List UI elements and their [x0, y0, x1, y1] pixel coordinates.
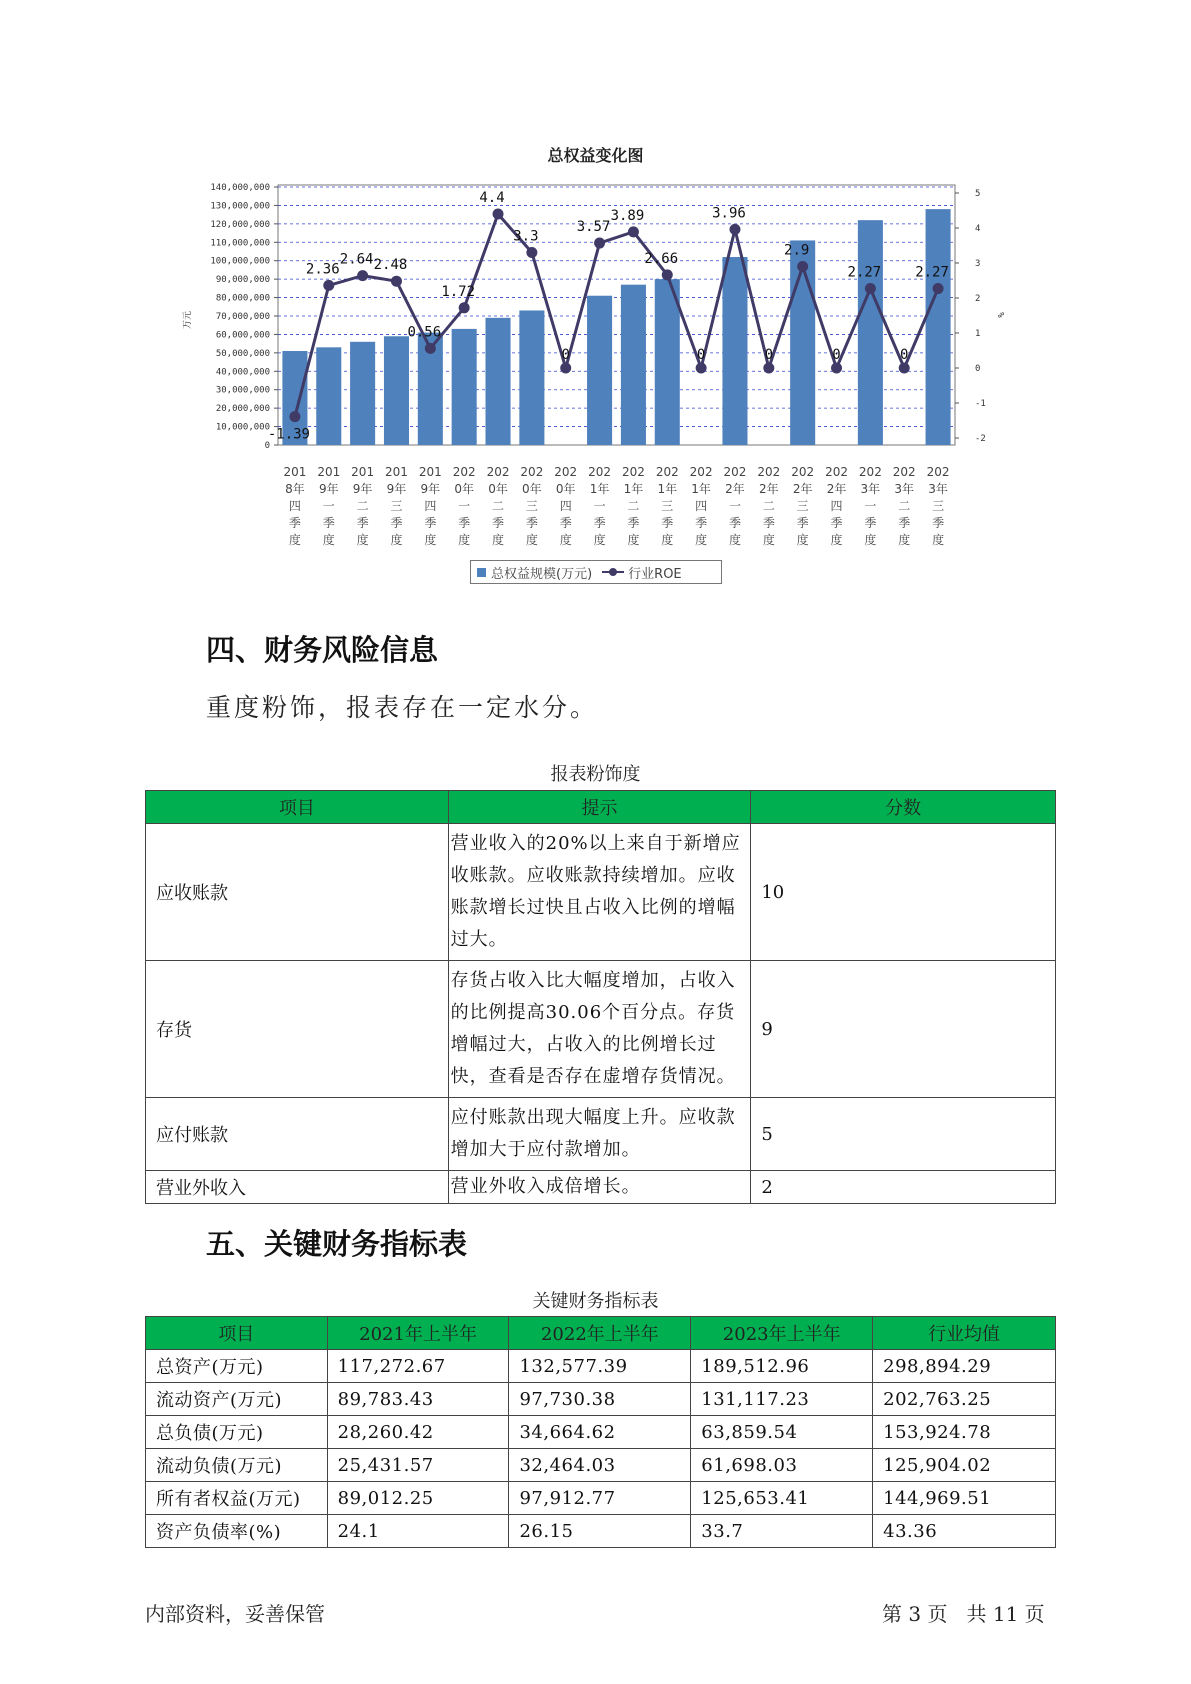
roe-point: [289, 411, 300, 422]
y-tick-label-right: 0: [975, 364, 981, 374]
x-tick-label: 202: [520, 465, 544, 479]
legend-line-swatch: [602, 571, 624, 573]
legend-bar-label: 总权益规模(万元): [491, 566, 593, 582]
roe-point: [560, 363, 571, 374]
y-tick-label: 70,000,000: [215, 312, 270, 322]
y-tick-label: 120,000,000: [210, 219, 270, 230]
y-tick-label: 100,000,000: [210, 256, 270, 267]
kpi-value: 63,859.54: [691, 1416, 873, 1449]
x-tick-label: 3年: [894, 482, 915, 496]
risk-item: 存货: [146, 961, 449, 1098]
legend-line-label: 行业ROE: [628, 566, 682, 582]
x-tick-label: 8年: [285, 482, 305, 496]
x-tick-label: 季: [796, 516, 809, 530]
y-tick-label: 140,000,000: [210, 183, 270, 193]
x-tick-label: 度: [525, 533, 538, 547]
x-tick-label: 季: [627, 516, 640, 530]
y-tick-label: 130,000,000: [210, 201, 270, 212]
x-tick-label: 0年: [488, 482, 508, 496]
roe-point: [696, 363, 707, 374]
kpi-value: 132,577.39: [509, 1350, 691, 1383]
equity-chart: [0, 0, 1191, 600]
x-tick-label: 度: [661, 533, 674, 547]
kpi-value: 28,260.42: [327, 1416, 509, 1449]
x-tick-label: 二: [898, 499, 911, 513]
col-header-item: 项目: [146, 1317, 328, 1350]
x-tick-label: 度: [898, 533, 911, 547]
bar: [452, 329, 477, 445]
x-tick-label: 三: [932, 499, 945, 513]
kpi-value: 144,969.51: [873, 1482, 1056, 1515]
risk-item: 应付账款: [146, 1098, 449, 1171]
x-tick-label: 202: [723, 465, 747, 479]
x-tick-label: 9年: [318, 482, 339, 496]
roe-point: [323, 280, 334, 291]
x-tick-label: 季: [932, 516, 945, 530]
x-tick-label: 季: [661, 516, 674, 530]
bar: [858, 220, 883, 445]
roe-point: [459, 302, 470, 313]
x-tick-label: 季: [458, 516, 471, 530]
x-tick-label: 三: [661, 499, 674, 513]
risk-summary: 重度粉饰，报表存在一定水分。: [206, 693, 599, 722]
kpi-value: 125,904.02: [873, 1449, 1056, 1482]
x-tick-label: 度: [830, 533, 843, 547]
risk-item: 营业外收入: [146, 1171, 449, 1204]
x-tick-label: 0年: [522, 482, 542, 496]
roe-data-label: 2.27: [847, 264, 882, 281]
x-tick-label: 度: [627, 533, 640, 547]
kpi-label: 资产负债率(%): [146, 1515, 328, 1548]
section4-heading: 四、财务风险信息: [206, 633, 439, 667]
col-header-2021h1: 2021年上半年: [327, 1317, 509, 1350]
kpi-value: 202,763.25: [873, 1383, 1056, 1416]
roe-point: [493, 209, 504, 220]
risk-hint: 营业收入的20%以上来自于新增应收账款。应收账款持续增加。应收账款增长过快且占收入比例的增幅过大。: [448, 824, 751, 961]
risk-hint: 存货占收入比大幅度增加，占收入的比例提高30.06个百分点。存货增幅过大，占收入的比例增长过快，查看是否存在虚增存货情况。: [448, 961, 751, 1098]
table-row: [146, 1449, 1056, 1482]
risk-score: 10: [751, 824, 1056, 961]
roe-data-label: 3.96: [712, 205, 746, 222]
table-row: [146, 1098, 1056, 1171]
kpi-value: 26.15: [509, 1515, 691, 1548]
x-tick-label: 201: [418, 465, 442, 479]
bar: [621, 285, 646, 445]
roe-data-label: 2.66: [644, 250, 679, 267]
x-tick-label: 3年: [860, 482, 881, 496]
x-tick-label: 二: [492, 499, 505, 513]
roe-data-label: 0: [764, 347, 774, 363]
x-tick-label: 202: [825, 465, 848, 479]
roe-point: [899, 363, 910, 374]
y-tick-label-right: -1: [975, 399, 986, 409]
y-tick-label-right: 3: [975, 259, 981, 269]
table-row: [146, 1515, 1056, 1548]
bar: [486, 318, 511, 445]
kpi-table: [145, 1316, 1056, 1548]
x-tick-label: 度: [728, 533, 741, 547]
x-tick-label: 1年: [657, 482, 678, 496]
kpi-value: 298,894.29: [873, 1350, 1056, 1383]
kpi-value: 117,272.67: [327, 1350, 509, 1383]
x-tick-label: 季: [492, 516, 505, 530]
risk-item: 应收账款: [146, 824, 449, 961]
kpi-value: 43.36: [873, 1515, 1056, 1548]
x-tick-label: 度: [288, 533, 301, 547]
roe-point: [865, 283, 876, 294]
x-tick-label: 202: [757, 465, 781, 479]
roe-point: [526, 247, 537, 258]
kpi-value: 34,664.62: [509, 1416, 691, 1449]
kpi-label: 流动负债(万元): [146, 1449, 328, 1482]
x-tick-label: 三: [525, 499, 538, 513]
x-tick-label: 季: [390, 516, 403, 530]
table-row: [146, 824, 1056, 961]
roe-point: [628, 226, 639, 237]
kpi-label: 总资产(万元): [146, 1350, 328, 1383]
x-tick-label: 季: [898, 516, 911, 530]
footer-page-number: 第 3 页 共 11 页: [882, 1602, 1045, 1626]
x-tick-label: 季: [762, 516, 775, 530]
x-tick-label: 度: [458, 533, 471, 547]
x-tick-label: 季: [356, 516, 369, 530]
y-tick-label: 40,000,000: [215, 367, 270, 378]
x-tick-label: 202: [554, 465, 578, 479]
roe-point: [425, 343, 436, 354]
y-tick-label: 0: [264, 441, 270, 451]
x-tick-label: 二: [356, 499, 369, 513]
x-tick-label: 度: [559, 533, 572, 547]
legend-bar-swatch: [477, 568, 486, 577]
col-header-item: 项目: [146, 791, 449, 824]
roe-data-label: 0: [561, 347, 570, 363]
kpi-value: 97,912.77: [509, 1482, 691, 1515]
roe-point: [933, 283, 944, 294]
roe-data-label: 2.36: [305, 261, 340, 278]
x-tick-label: 202: [621, 465, 645, 479]
roe-data-label: 1.72: [441, 283, 476, 300]
x-tick-label: 202: [926, 465, 950, 479]
x-tick-label: 202: [791, 465, 815, 479]
risk-score: 2: [751, 1171, 1056, 1204]
roe-data-label: 3.57: [576, 219, 611, 236]
x-tick-label: 0年: [555, 482, 576, 496]
bar: [722, 257, 747, 445]
x-tick-label: 度: [424, 533, 437, 547]
kpi-value: 33.7: [691, 1515, 873, 1548]
x-tick-label: 一: [458, 499, 471, 513]
x-tick-label: 二: [762, 499, 775, 513]
x-tick-label: 2年: [759, 482, 779, 496]
x-tick-label: 度: [796, 533, 809, 547]
kpi-table-caption: 关键财务指标表: [532, 1291, 659, 1312]
roe-data-label: -1.39: [267, 426, 311, 443]
bar: [316, 347, 341, 445]
table-row: [146, 961, 1056, 1098]
x-tick-label: 0年: [454, 482, 474, 496]
table-row: [146, 1416, 1056, 1449]
roe-data-label: 0: [696, 347, 706, 363]
x-tick-label: 度: [322, 533, 335, 547]
table-row: [146, 1171, 1056, 1204]
x-tick-label: 2年: [725, 482, 745, 496]
x-tick-label: 四: [288, 499, 301, 513]
roe-data-label: 3.89: [610, 207, 645, 224]
x-tick-label: 季: [728, 516, 741, 530]
roe-point: [357, 270, 368, 281]
roe-point: [763, 363, 774, 374]
x-tick-label: 三: [796, 499, 809, 513]
risk-score: 9: [751, 961, 1056, 1098]
y-tick-label: 10,000,000: [215, 422, 270, 433]
col-header-hint: 提示: [448, 791, 751, 824]
x-tick-label: 度: [864, 533, 877, 547]
bar: [587, 296, 612, 445]
x-tick-label: 201: [385, 465, 408, 479]
y-tick-label: 80,000,000: [215, 293, 270, 304]
y-tick-label-right: 1: [975, 329, 981, 339]
col-header-2023h1: 2023年上半年: [691, 1317, 873, 1350]
kpi-label: 总负债(万元): [146, 1416, 328, 1449]
roe-point: [729, 224, 740, 235]
chart-title: 总权益变化图: [547, 146, 644, 165]
y-tick-label-right: 5: [975, 189, 981, 199]
bar: [350, 342, 375, 445]
bar: [655, 279, 680, 445]
roe-data-label: 2.9: [784, 242, 810, 259]
footer-confidential: 内部资料，妥善保管: [145, 1602, 325, 1626]
y-tick-label-right: -2: [975, 434, 986, 444]
x-tick-label: 9年: [386, 482, 407, 496]
x-tick-label: 一: [728, 499, 741, 513]
x-tick-label: 度: [390, 533, 403, 547]
roe-point: [797, 261, 808, 272]
x-tick-label: 季: [559, 516, 572, 530]
x-tick-label: 季: [830, 516, 843, 530]
x-tick-label: 202: [689, 465, 713, 479]
roe-data-label: 4.4: [479, 190, 505, 206]
kpi-table-header: [146, 1317, 1056, 1350]
x-tick-label: 202: [486, 465, 510, 479]
risk-table-caption: 报表粉饰度: [550, 764, 641, 785]
roe-data-label: 0.56: [407, 324, 442, 341]
roe-data-label: 0: [900, 347, 909, 363]
roe-data-label: 2.48: [373, 257, 408, 274]
y-tick-label-right: 4: [975, 224, 981, 234]
col-header-industry-avg: 行业均值: [873, 1317, 1056, 1350]
x-tick-label: 度: [356, 533, 369, 547]
col-header-score: 分数: [751, 791, 1056, 824]
roe-data-label: 3.3: [513, 228, 539, 245]
x-tick-label: 202: [588, 465, 612, 479]
bar: [519, 310, 544, 445]
kpi-value: 61,698.03: [691, 1449, 873, 1482]
x-tick-label: 一: [593, 499, 606, 513]
kpi-value: 125,653.41: [691, 1482, 873, 1515]
x-tick-label: 四: [830, 499, 843, 513]
y-tick-label: 30,000,000: [215, 385, 270, 396]
y-axis-label-left: 万元: [183, 310, 193, 330]
x-tick-label: 2年: [826, 482, 847, 496]
kpi-label: 所有者权益(万元): [146, 1482, 328, 1515]
x-tick-label: 季: [322, 516, 335, 530]
kpi-value: 131,117.23: [691, 1383, 873, 1416]
y-tick-label: 110,000,000: [210, 238, 270, 249]
y-tick-label: 60,000,000: [215, 330, 270, 341]
bar: [926, 209, 951, 445]
roe-data-label: 0: [832, 347, 841, 363]
x-tick-label: 度: [932, 533, 945, 547]
roe-data-label: 2.27: [915, 264, 949, 281]
x-tick-label: 202: [452, 465, 476, 479]
x-tick-label: 2年: [792, 482, 813, 496]
risk-table-header: [146, 791, 1056, 824]
x-tick-label: 9年: [420, 482, 441, 496]
x-tick-label: 201: [351, 465, 375, 479]
x-tick-label: 1年: [691, 482, 711, 496]
section5-heading: 五、关键财务指标表: [206, 1227, 468, 1261]
x-tick-label: 度: [593, 533, 606, 547]
roe-data-label: 2.64: [339, 251, 374, 268]
table-row: [146, 1482, 1056, 1515]
x-tick-label: 1年: [589, 482, 610, 496]
x-tick-label: 四: [695, 499, 708, 513]
roe-point: [831, 363, 842, 374]
kpi-value: 32,464.03: [509, 1449, 691, 1482]
bar: [384, 336, 409, 445]
x-tick-label: 一: [322, 499, 335, 513]
x-tick-label: 季: [695, 516, 708, 530]
x-tick-label: 季: [525, 516, 538, 530]
x-tick-label: 度: [762, 533, 775, 547]
risk-hint: 应付账款出现大幅度上升。应收款增加大于应付款增加。: [448, 1098, 751, 1171]
x-tick-label: 四: [424, 499, 437, 513]
x-tick-label: 度: [492, 533, 505, 547]
kpi-value: 25,431.57: [327, 1449, 509, 1482]
kpi-value: 89,012.25: [327, 1482, 509, 1515]
y-tick-label: 90,000,000: [215, 275, 270, 286]
x-tick-label: 季: [593, 516, 606, 530]
x-tick-label: 季: [288, 516, 301, 530]
x-tick-label: 202: [892, 465, 916, 479]
risk-score: 5: [751, 1098, 1056, 1171]
y-axis-label-right: %: [995, 312, 1005, 318]
roe-point: [391, 276, 402, 287]
x-tick-label: 一: [864, 499, 877, 513]
x-tick-label: 季: [424, 516, 437, 530]
x-tick-label: 1年: [623, 482, 644, 496]
y-tick-label: 20,000,000: [215, 404, 270, 415]
x-tick-label: 3年: [928, 482, 948, 496]
kpi-value: 89,783.43: [327, 1383, 509, 1416]
kpi-label: 流动资产(万元): [146, 1383, 328, 1416]
x-tick-label: 202: [655, 465, 679, 479]
x-tick-label: 202: [858, 465, 882, 479]
x-tick-label: 四: [559, 499, 572, 513]
chart-legend: [470, 560, 722, 584]
x-tick-label: 201: [317, 465, 341, 479]
table-row: [146, 1350, 1056, 1383]
risk-table: [145, 790, 1056, 1204]
col-header-2022h1: 2022年上半年: [509, 1317, 691, 1350]
x-tick-label: 9年: [352, 482, 373, 496]
kpi-value: 153,924.78: [873, 1416, 1056, 1449]
y-tick-label: 50,000,000: [215, 348, 270, 359]
x-tick-label: 度: [695, 533, 708, 547]
risk-hint: 营业外收入成倍增长。: [448, 1171, 751, 1204]
kpi-value: 189,512.96: [691, 1350, 873, 1383]
y-tick-label-right: 2: [975, 294, 981, 304]
x-tick-label: 三: [390, 499, 403, 513]
x-tick-label: 201: [283, 465, 307, 479]
kpi-value: 24.1: [327, 1515, 509, 1548]
roe-point: [662, 269, 673, 280]
table-row: [146, 1383, 1056, 1416]
x-tick-label: 二: [627, 499, 640, 513]
x-tick-label: 季: [864, 516, 877, 530]
kpi-value: 97,730.38: [509, 1383, 691, 1416]
roe-point: [594, 238, 605, 249]
